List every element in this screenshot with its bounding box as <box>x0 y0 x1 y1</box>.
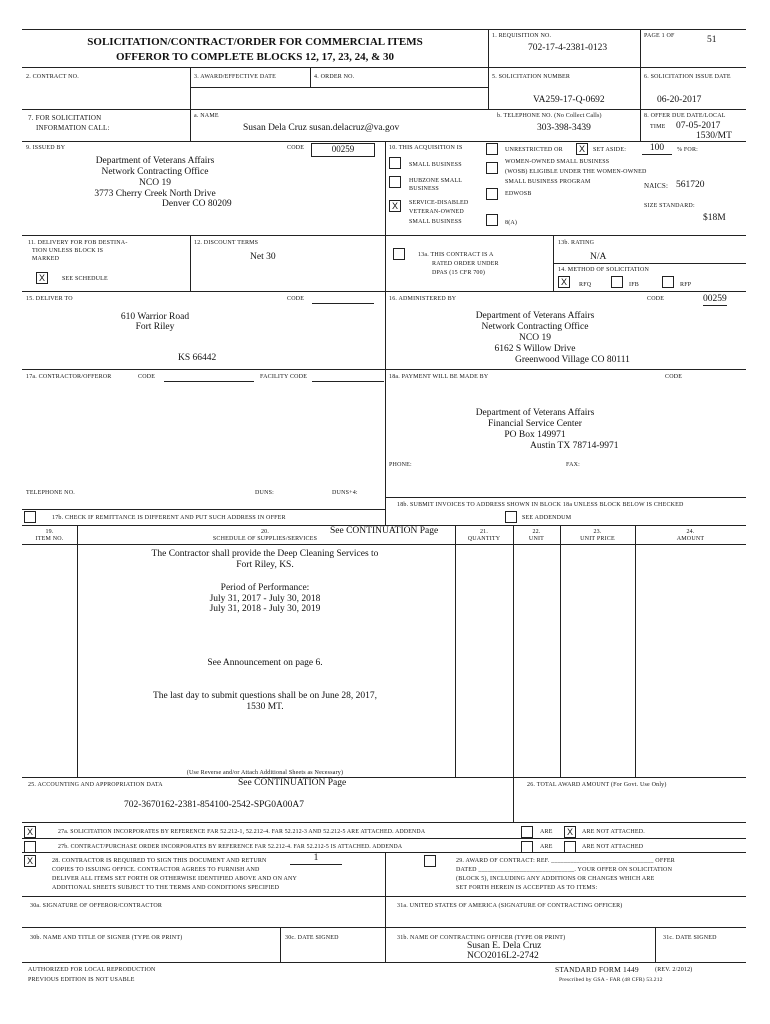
order-no-label: 4. ORDER NO. <box>314 74 355 80</box>
requisition-value[interactable]: 702-17-4-2381-0123 <box>528 43 608 53</box>
schedule-header-2: SCHEDULE OF SUPPLIES/SERVICES <box>212 536 318 542</box>
contractor-label: 17a. CONTRACTOR/OFFEROR <box>26 374 112 380</box>
ifb-label: IFB <box>629 282 639 288</box>
facility-code-label: FACILITY CODE <box>260 374 308 380</box>
duns-label: DUNS: <box>255 490 275 496</box>
issued-by-line: Network Contracting Office <box>101 167 209 177</box>
issued-by-line: 3773 Cherry Creek North Drive <box>94 189 216 199</box>
schedule-header: 20. <box>260 529 270 535</box>
administered-by-line: 6162 S Willow Drive <box>494 344 576 354</box>
solicitation-date-value[interactable]: 06-20-2017 <box>657 95 702 105</box>
contract-no-label: 2. CONTRACT NO. <box>26 74 79 80</box>
rule <box>385 497 746 498</box>
edwosb-label: EDWOSB <box>505 191 532 197</box>
addenda-not-attached-checkbox[interactable]: X <box>564 826 576 838</box>
far-27a-checkbox[interactable]: X <box>24 826 36 838</box>
rule <box>22 235 746 236</box>
remittance-label: 17b. CHECK IF REMITTANCE IS DIFFERENT AND PUT SUCH ADDRESS IN OFFER <box>52 515 286 521</box>
rating-label: 13b. RATING <box>558 240 595 246</box>
rule <box>22 896 746 897</box>
rated-order-checkbox[interactable] <box>393 248 405 260</box>
form-revision: (REV. 2/2012) <box>655 967 693 973</box>
rfq-label: RFQ <box>579 282 592 288</box>
wosb-label: WOMEN-OWNED SMALL BUSINESS <box>505 159 610 165</box>
small-business-label: SMALL BUSINESS <box>409 162 462 168</box>
schedule-continuation: See CONTINUATION Page <box>330 526 439 536</box>
rule <box>455 525 456 777</box>
administered-by-city: Greenwood Village CO 80111 <box>515 355 630 365</box>
page-label: PAGE 1 OF <box>644 33 675 39</box>
solicitation-number-label: 5. SOLICITATION NUMBER <box>492 74 571 80</box>
wosb-checkbox[interactable] <box>486 162 498 174</box>
rule <box>640 29 641 141</box>
deliver-to-code-label: CODE <box>287 296 305 302</box>
accounting-label: 25. ACCOUNTING AND APPROPRIATION DATA <box>28 782 163 788</box>
administered-by-line: Department of Veterans Affairs <box>475 311 595 321</box>
rule <box>22 962 746 963</box>
rule <box>553 263 746 264</box>
period-of-performance: July 31, 2017 - July 30, 2018 <box>209 594 321 604</box>
administered-by-line: NCO 19 <box>519 333 551 343</box>
rule <box>22 109 746 110</box>
discount-terms-value[interactable]: Net 30 <box>250 252 276 262</box>
officer-signature-label: 31a. UNITED STATES OF AMERICA (SIGNATURE OF CONTRACTING OFFICER) <box>397 903 623 909</box>
rule <box>22 369 746 370</box>
payment-by-city: Austin TX 78714-9971 <box>530 441 619 451</box>
see-addendum-label: SEE ADDENDUM <box>522 515 572 521</box>
rating-value[interactable]: N/A <box>590 252 607 262</box>
contact-name-label: a. NAME <box>194 113 219 119</box>
unrestricted-label: UNRESTRICTED OR <box>505 147 563 153</box>
contact-name-value[interactable]: Susan Dela Cruz susan.delacruz@va.gov <box>243 123 400 133</box>
submit-invoices-label: 18b. SUBMIT INVOICES TO ADDRESS SHOWN IN BLOCK 18a UNLESS BLOCK BELOW IS CHECKED <box>397 502 684 508</box>
administered-by-line: Network Contracting Office <box>481 322 589 332</box>
rule <box>280 927 281 962</box>
amount-header-2: AMOUNT <box>676 536 705 542</box>
wosb-label-2: (WOSB) ELIGIBLE UNDER THE WOMEN-OWNED <box>505 169 647 175</box>
rfq-checkbox[interactable]: X <box>558 276 570 288</box>
issued-by-city: Denver CO 80209 <box>162 199 232 209</box>
payment-by-line: Department of Veterans Affairs <box>475 408 595 418</box>
set-aside-for-label: % FOR: <box>677 147 699 153</box>
size-standard-label: SIZE STANDARD: <box>644 203 695 209</box>
set-aside-label: SET ASIDE: <box>593 147 627 153</box>
signer-name-label: 30b. NAME AND TITLE OF SIGNER (TYPE OR PRINT) <box>30 935 183 941</box>
offer-due-time-label: TIME <box>650 124 666 130</box>
see-addendum-checkbox[interactable] <box>505 511 517 523</box>
accounting-continuation: See CONTINUATION Page <box>238 778 347 788</box>
schedule-description: The Contractor shall provide the Deep Cleaning Services to <box>151 549 379 559</box>
questions-deadline: The last day to submit questions shall be on June 28, 2017, <box>152 691 378 701</box>
sdvosb-checkbox[interactable]: X <box>389 200 401 212</box>
contractor-sign-checkbox[interactable]: X <box>24 855 36 867</box>
unrestricted-checkbox[interactable] <box>486 143 498 155</box>
payment-code-label: CODE <box>665 374 683 380</box>
rule <box>22 838 746 839</box>
eight-a-label: 8(A) <box>505 220 518 226</box>
administered-by-code[interactable]: 00259 <box>703 294 727 304</box>
payment-by-label: 18a. PAYMENT WILL BE MADE BY <box>389 374 489 380</box>
deliver-to-line: Fort Riley <box>135 322 175 332</box>
set-aside-percent[interactable]: 100 <box>642 143 672 155</box>
rule <box>22 852 746 853</box>
period-of-performance: July 31, 2018 - July 30, 2019 <box>209 604 321 614</box>
form-top-border <box>22 29 746 30</box>
facility-code-field[interactable] <box>312 381 384 382</box>
contractor-sign-label: 28. CONTRACTOR IS REQUIRED TO SIGN THIS DOCUMENT AND RETURN <box>52 858 267 864</box>
quantity-header-2: QUANTITY <box>467 536 501 542</box>
remittance-checkbox[interactable] <box>24 511 36 523</box>
sdvosb-label: SERVICE-DISABLED <box>409 200 469 206</box>
rule <box>385 141 386 525</box>
telephone-label: b. TELEPHONE NO. (No Collect Calls) <box>497 113 602 119</box>
officer-name-label: 31b. NAME OF CONTRACTING OFFICER (TYPE OR PRINT) <box>397 935 566 941</box>
questions-deadline: 1530 MT. <box>246 702 284 712</box>
contractor-sign-label-2: COPIES TO ISSUING OFFICE. CONTRACTOR AGREES TO FURNISH AND <box>52 867 260 873</box>
administered-by-code-label: CODE <box>647 296 665 302</box>
form-title: SOLICITATION/CONTRACT/ORDER FOR COMMERCIAL ITEMS <box>87 36 423 48</box>
rated-order-label: 13a. THIS CONTRACT IS A <box>418 252 494 258</box>
contractor-sign-label-4: ADDITIONAL SHEETS SUBJECT TO THE TERMS AND CONDITIONS SPECIFIED <box>52 885 280 891</box>
size-standard-value[interactable]: $18M <box>703 213 726 223</box>
rule <box>513 525 514 777</box>
addenda-not-attached-b-label: ARE NOT ATTACHED <box>582 844 644 850</box>
rule <box>22 291 746 292</box>
info-call-label-2: INFORMATION CALL: <box>36 124 110 132</box>
award-label-2: DATED ______________________________. YOUR OFFER ON SOLICITATION <box>456 867 673 873</box>
offer-due-label: 8. OFFER DUE DATE/LOCAL <box>644 113 726 119</box>
eight-a-checkbox[interactable] <box>486 214 498 226</box>
rule <box>488 29 489 109</box>
addenda-are-b-label: ARE <box>540 844 553 850</box>
signer-date-label: 30c. DATE SIGNED <box>285 935 339 941</box>
rule <box>22 927 746 928</box>
rule <box>22 777 746 778</box>
discount-terms-label: 12. DISCOUNT TERMS <box>194 240 259 246</box>
award-label: 29. AWARD OF CONTRACT: REF. ________________________________ OFFER <box>456 858 675 864</box>
issued-by-line: Department of Veterans Affairs <box>95 156 215 166</box>
requisition-label: 1. REQUISITION NO. <box>492 33 552 39</box>
far-27a-label: 27a. SOLICITATION INCORPORATES BY REFERENCE FAR 52.212-1, 52.212-4. FAR 52.212-3 AND 52.212-5 ARE ATTACHED. ADDENDA <box>58 829 426 835</box>
telephone-value[interactable]: 303-398-3439 <box>537 123 591 133</box>
addenda-are-label: ARE <box>540 829 553 835</box>
rated-order-label-3: DPAS (15 CFR 700) <box>432 270 486 276</box>
naics-value[interactable]: 561720 <box>676 180 705 190</box>
award-checkbox[interactable] <box>424 855 436 867</box>
unit-price-header: 23. <box>593 529 602 535</box>
rule <box>310 67 311 87</box>
deliver-to-code-field[interactable] <box>312 303 374 304</box>
solicitation-method-label: 14. METHOD OF SOLICITATION <box>558 267 650 273</box>
payment-fax-label: FAX: <box>566 462 581 468</box>
info-call-label: 7. FOR SOLICITATION <box>28 114 102 122</box>
standard-form-number: STANDARD FORM 1449 <box>555 965 639 974</box>
authorized-reproduction: AUTHORIZED FOR LOCAL REPRODUCTION <box>28 967 156 973</box>
offer-due-date[interactable]: 07-05-2017 <box>676 121 721 131</box>
issued-by-code-label: CODE <box>287 145 305 151</box>
solicitation-number-value[interactable]: VA259-17-Q-0692 <box>533 95 605 105</box>
delivery-fob-label-2: TION UNLESS BLOCK IS <box>32 248 104 254</box>
sdvosb-label-2: VETERAN-OWNED <box>409 209 464 215</box>
far-27b-checkbox[interactable] <box>24 841 36 853</box>
unit-price-header-2: UNIT PRICE <box>580 536 615 542</box>
rule <box>22 544 746 545</box>
rfp-label: RFP <box>680 282 692 288</box>
addenda-are-b-checkbox[interactable] <box>521 841 533 853</box>
rule <box>560 525 561 777</box>
award-label-3: (BLOCK 5), INCLUDING ANY ADDITIONS OR CHANGES WHICH ARE <box>456 876 655 882</box>
duns4-label: DUNS+4: <box>332 490 358 496</box>
rule <box>22 822 746 823</box>
rule <box>190 67 191 141</box>
officer-date-label: 31c. DATE SIGNED <box>663 935 717 941</box>
deliver-to-line: KS 66442 <box>178 353 217 363</box>
rule <box>22 67 746 68</box>
wosb-label-3: SMALL BUSINESS PROGRAM <box>505 179 591 185</box>
set-aside-checkbox[interactable]: X <box>576 143 588 155</box>
see-schedule-checkbox[interactable]: X <box>36 272 48 284</box>
addenda-not-attached-label: ARE NOT ATTACHED. <box>582 829 645 835</box>
contractor-code-field[interactable] <box>164 381 254 382</box>
award-date-label: 3. AWARD/EFFECTIVE DATE <box>194 74 276 80</box>
rule <box>655 927 656 962</box>
hubzone-label-2: BUSINESS <box>409 186 439 192</box>
payment-by-line: Financial Service Center <box>488 419 582 429</box>
far-27b-label: 27b. CONTRACT/PURCHASE ORDER INCORPORATES BY REFERENCE FAR 52.212-4. FAR 52.212-5 IS ATTACHED. ADDENDA <box>58 844 403 850</box>
sdvosb-label-3: SMALL BUSINESS <box>409 219 462 225</box>
addenda-are-checkbox[interactable] <box>521 826 533 838</box>
rule <box>635 525 636 777</box>
payment-by-line: PO Box 149971 <box>504 430 566 440</box>
schedule-description: Fort Riley, KS. <box>236 560 294 570</box>
rated-order-label-2: RATED ORDER UNDER <box>432 261 499 267</box>
period-of-performance-label: Period of Performance: <box>220 583 310 593</box>
form-subtitle: OFFEROR TO COMPLETE BLOCKS 12, 17, 23, 24, & 30 <box>116 51 394 63</box>
delivery-fob-label: 11. DELIVERY FOR FOB DESTINA- <box>28 240 128 246</box>
previous-edition-note: PREVIOUS EDITION IS NOT USABLE <box>28 977 135 983</box>
payment-phone-label: PHONE: <box>389 462 412 468</box>
total-award-label: 26. TOTAL AWARD AMOUNT (For Govt. Use Only) <box>527 782 667 788</box>
unit-header: 22. <box>532 529 541 535</box>
officer-id: NCO2016L2-2742 <box>467 951 539 961</box>
rule <box>513 777 514 822</box>
rule <box>385 852 386 962</box>
item-no-header-2: ITEM NO. <box>35 536 64 542</box>
item-no-header: 19. <box>45 529 54 535</box>
award-label-4: SET FORTH HEREIN IS ACCEPTED AS TO ITEMS: <box>456 885 598 891</box>
rfp-checkbox[interactable] <box>662 276 674 288</box>
issued-by-label: 9. ISSUED BY <box>26 145 66 151</box>
deliver-to-line: 610 Warrior Road <box>120 312 190 322</box>
administered-by-label: 16. ADMINISTERED BY <box>389 296 457 302</box>
prescribed-by: Prescribed by GSA - FAR (48 CFR) 53.212 <box>559 977 663 983</box>
rule <box>77 525 78 777</box>
rule <box>190 87 488 88</box>
small-business-checkbox[interactable] <box>389 157 401 169</box>
page-count: 51 <box>707 35 717 45</box>
acquisition-label: 10. THIS ACQUISITION IS <box>389 145 463 151</box>
edwosb-checkbox[interactable] <box>486 188 498 200</box>
contractor-sign-label-3: DELIVER ALL ITEMS SET FORTH OR OTHERWISE IDENTIFIED ABOVE AND ON ANY <box>52 876 298 882</box>
officer-name: Susan E. Dela Cruz <box>467 941 542 951</box>
hubzone-checkbox[interactable] <box>389 176 401 188</box>
delivery-fob-label-3: MARKED <box>32 256 60 262</box>
naics-label: NAICS: <box>644 182 669 190</box>
rule <box>190 235 191 291</box>
telephone-no-label: TELEPHONE NO. <box>26 490 75 496</box>
rule <box>22 509 385 510</box>
hubzone-label: HUBZONE SMALL <box>409 178 463 184</box>
see-schedule-label: SEE SCHEDULE <box>62 276 108 282</box>
announcement-note: See Announcement on page 6. <box>207 658 323 668</box>
reverse-note: (Use Reverse and/or Attach Additional Sheets as Necessary) <box>186 770 344 776</box>
deliver-to-label: 15. DELIVER TO <box>26 296 73 302</box>
quantity-header: 21. <box>479 529 489 535</box>
offer-due-time[interactable]: 1530/MT <box>696 131 732 141</box>
ifb-checkbox[interactable] <box>611 276 623 288</box>
rule <box>22 141 746 142</box>
contractor-code-label: CODE <box>138 374 156 380</box>
amount-header: 24. <box>686 529 695 535</box>
solicitation-date-label: 6. SOLICITATION ISSUE DATE <box>644 74 731 80</box>
unit-header-2: UNIT <box>528 536 545 542</box>
accounting-value[interactable]: 702-3670162-2381-854100-2542-SPG0A00A7 <box>124 800 304 810</box>
offeror-signature-label: 30a. SIGNATURE OF OFFEROR/CONTRACTOR <box>30 903 163 909</box>
issued-by-line: NCO 19 <box>139 178 171 188</box>
addenda-not-attached-b-checkbox[interactable] <box>564 841 576 853</box>
copies-count[interactable]: 1 <box>290 853 342 865</box>
issued-by-code[interactable]: 00259 <box>311 143 375 157</box>
